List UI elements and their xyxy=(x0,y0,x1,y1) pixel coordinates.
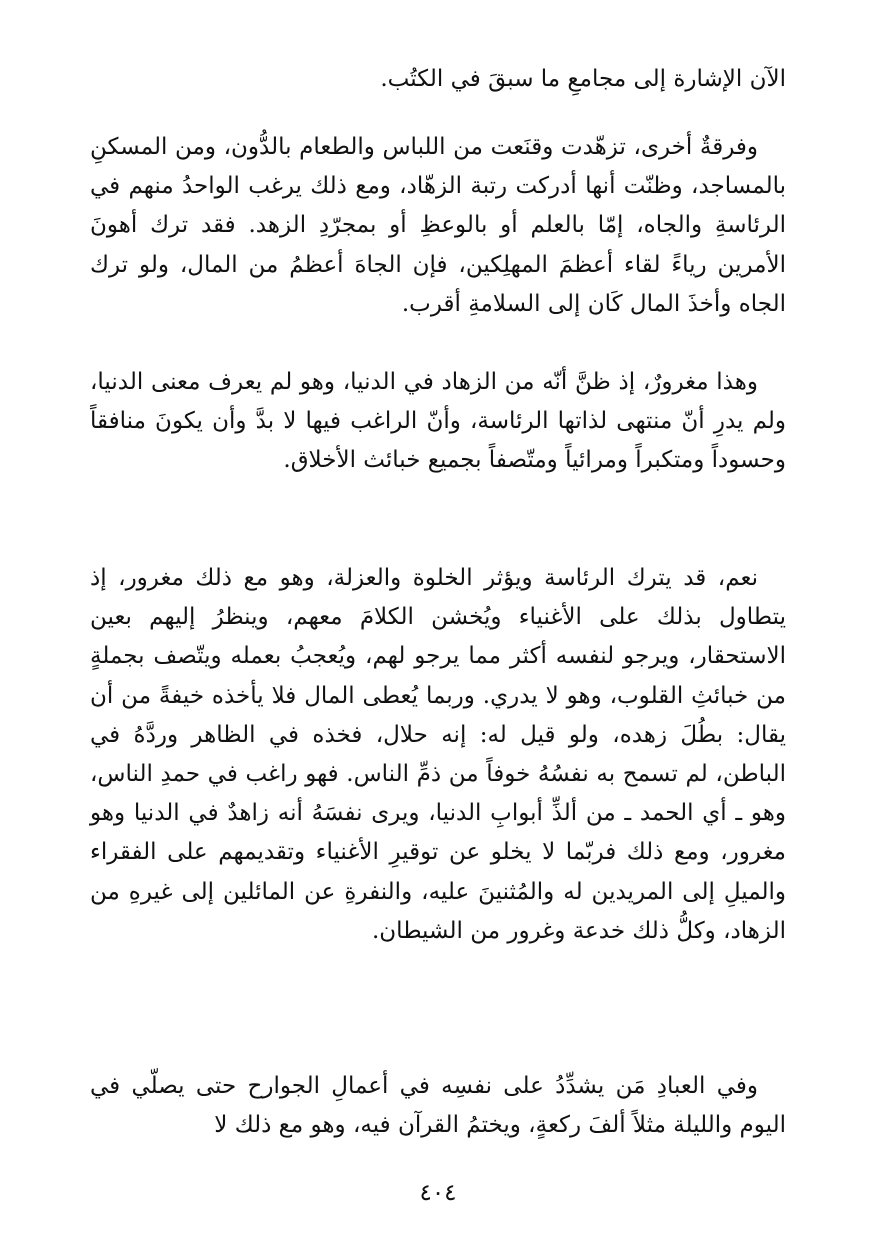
page-number: ٤٠٤ xyxy=(419,1180,457,1206)
paragraph-text: وفرقةٌ أخرى، تزهّدت وقنَعت من اللباس والطعام بالدُّون، ومن المسكنِ بالمساجد، وظنّت أنها أدركت رتبة الزهّاد، ومع ذلك يرغب الواحدُ منهم في الرئاسةِ والجاه، إمّا بالعلم أو بالوعظِ أو بمجرّدِ الزهد. فقد ترك أهونَ الأمرين رياءً لقاء أعظمَ المهلِكين، فإن الجاهَ أعظمُ من المال، ولو ترك الجاه وأخذَ المال كَان إلى السلامةِ أقرب. xyxy=(90,134,786,317)
paragraph-text: وهذا مغرورٌ، إذ ظنَّ أنّه من الزهاد في الدنيا، وهو لم يعرف معنى الدنيا، ولم يدرِ أنّ منتهى لذاتها الرئاسة، وأنّ الراغب فيها لا بدَّ وأن يكونَ منافقاً وحسوداً ومتكبراً ومرائياً ومتّصفاً بجميع خبائث الأخلاق. xyxy=(90,369,786,474)
paragraph-worshippers xyxy=(90,1067,786,1145)
paragraph-text: الآن الإشارة إلى مجامعِ ما سبقَ في الكتُب. xyxy=(380,66,786,92)
paragraph-seclusion xyxy=(90,559,786,951)
paragraph-deceived xyxy=(90,363,786,481)
paragraph-zuhd-group xyxy=(90,128,786,324)
paragraph-continuation xyxy=(90,60,786,99)
paragraph-text: وفي العبادِ مَن يشدِّدُ على نفسِه في أعمالِ الجوارح حتى يصلّي في اليوم والليلة مثلاً ألفَ ركعةٍ، ويختمُ القرآن فيه، وهو مع ذلك لا xyxy=(90,1073,786,1139)
paragraph-text: نعم، قد يترك الرئاسة ويؤثر الخلوة والعزلة، وهو مع ذلك مغرور، إذ يتطاول بذلك على الأغنياء ويُخشن الكلامَ معهم، وينظرُ إليهم بعين الاستحقار، ويرجو لنفسه أكثر مما يرجو لهم، ويُعجبُ بعمله ويتّصف بجملةٍ من خبائثِ القلوب، وهو لا يدري. وربما يُعطى المال فلا يأخذه خيفةً من أن يقال: بطُلَ زهده، ولو قيل له: إنه حلال، فخذه في الظاهر وردَّهُ في الباطن، لم تسمح به نفسُهُ خوفاً من ذمِّ الناس. فهو راغب في حمدِ الناس، وهو ـ أي الحمد ـ من ألذِّ أبوابِ الدنيا، ويرى نفسَهُ أنه زاهدٌ في الدنيا وهو مغرور، ومع ذلك فربّما لا يخلو عن توقيرِ الأغنياء وتقديمهم على الفقراء والميلِ إلى المريدين له والمُثنينَ عليه، والنفرةِ عن المائلين إلى غيرهِ من الزهاد، وكلُّ ذلك خدعة وغرور من الشيطان. xyxy=(90,565,786,944)
